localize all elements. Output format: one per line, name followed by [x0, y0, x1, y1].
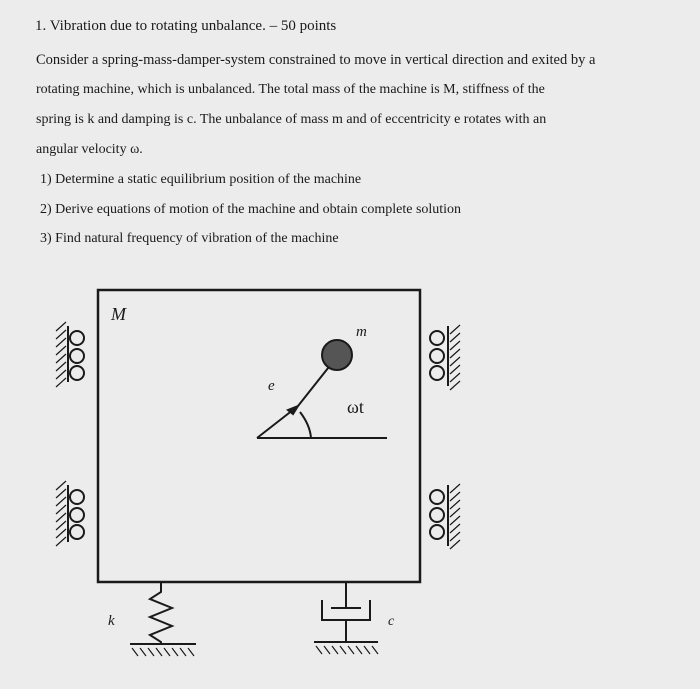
damper-ground-hatch	[316, 646, 378, 654]
label-e: e	[268, 378, 275, 394]
damper	[322, 582, 370, 642]
right-lower-hatch	[450, 484, 460, 549]
label-c: c	[388, 614, 395, 629]
label-wt: ωt	[347, 397, 364, 417]
left-upper-hatch	[56, 322, 66, 387]
unbalanced-mass	[322, 340, 352, 370]
angle-arc	[300, 412, 311, 438]
task-2: 2) Derive equations of motion of the machine and obtain complete solution	[40, 202, 462, 217]
label-k: k	[108, 613, 115, 629]
right-upper-guide	[430, 326, 448, 386]
problem-line-3: spring is k and damping is c. The unbalance of mass m and of eccentricity e rotates with an	[36, 112, 547, 127]
right-lower-guide	[430, 485, 448, 546]
right-upper-hatch	[450, 325, 460, 390]
left-lower-hatch	[56, 481, 66, 546]
task-3: 3) Find natural frequency of vibration of the machine	[40, 231, 339, 246]
spring	[150, 582, 172, 644]
left-upper-guide	[68, 326, 84, 382]
left-lower-guide	[68, 485, 84, 542]
task-1: 1) Determine a static equilibrium position of the machine	[40, 172, 362, 187]
spring-ground-hatch	[132, 648, 194, 656]
label-M: M	[111, 304, 126, 324]
problem-line-1: Consider a spring-mass-damper-system constrained to move in vertical direction and exited by a	[36, 52, 596, 68]
label-m: m	[356, 324, 367, 340]
problem-line-4: angular velocity ω.	[36, 142, 143, 157]
problem-line-2: rotating machine, which is unbalanced. The total mass of the machine is M, stiffness of the	[36, 82, 545, 97]
problem-title: 1. Vibration due to rotating unbalance. – 50 points	[35, 18, 337, 34]
